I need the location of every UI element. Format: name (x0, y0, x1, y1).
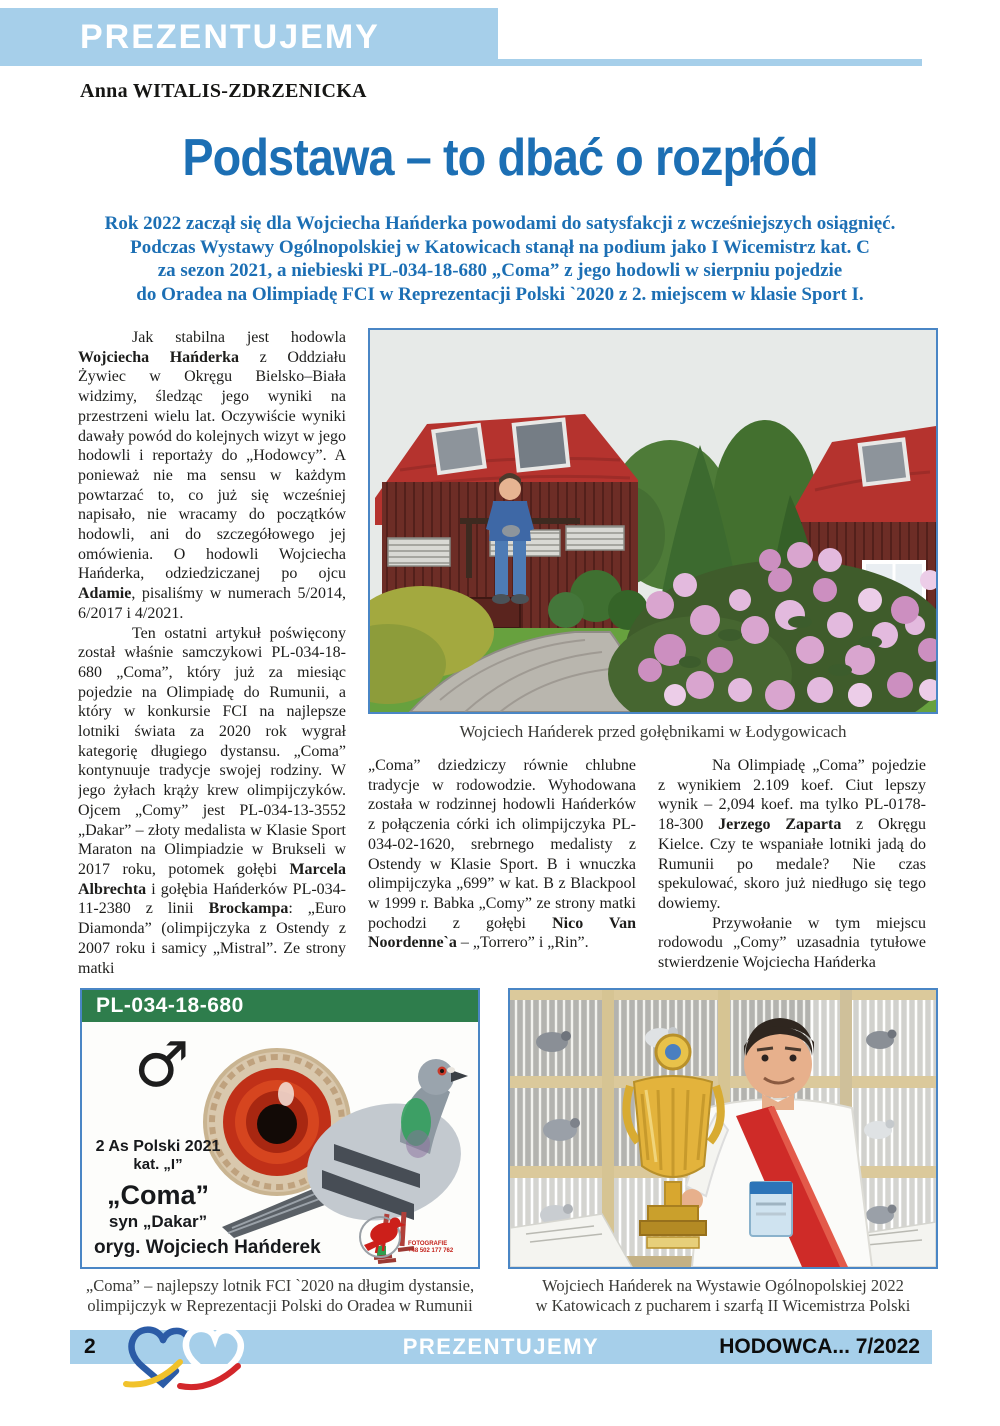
award-text (88, 1138, 228, 1173)
section-label: PREZENTUJEMY (80, 18, 380, 56)
lead-paragraph (50, 212, 950, 306)
card-caption-line2: olimpijczyk w Reprezentacji Polski do Oradea w Rumunii (87, 1296, 473, 1315)
hearts-logo-icon (118, 1322, 268, 1400)
trophy-caption-line1: Wojciech Hańderek na Wystawie Ogólnopolskiej 2022 (542, 1276, 904, 1295)
lead-line: do Oradea na Olimpiadę FCI w Reprezentacji Polski `2020 z 2. miejscem w klasie Sport I. (136, 283, 864, 305)
text: „Coma” dziedziczy równie chlubne tradycje w rodowodzie. Wyhodowana została w rodzinnej hodowli Hańderków z połączenia córki ich olimpijczyka PL-034-02-1620, srebrnego medalisty z Ostendy w Klasie Sport. B i wnuczka olimpijczyka „699” w kat. B z Blackpool w 1999 r. Babka „Comy” ze strony matki pochodzi z gołębi (368, 757, 636, 932)
text: Na Olimpiadę „Coma” pojedzie z wynikiem 2.109 koef. Ciut lepszy wynik – 2,094 koef. ma tylko PL-0178-18-300 (658, 757, 926, 834)
page-number: 2 (84, 1335, 96, 1358)
photographer-credit: FOTOGRAFIE +48 502 177 762 (408, 1241, 454, 1254)
card-caption (55, 1276, 505, 1316)
main-photo-illustration (370, 330, 936, 712)
bold-text: Adamie (78, 585, 132, 603)
text: Ten ostatni artykuł poświęcony został właśnie samczykowi PL-034-18-680 „Coma”, który już za miesiąc pojedzie na Olimpiadę do Rumunii, a który w konkursie FCI na najlepsze lotniki świata za 2020 rok wygrał kategorię długiego dystansu. „Coma” kontynuuje tradycje swojej rodziny. W jego żyłach krąży krew olimpijczyków. Ojcem „Comy” jest PL-034-13-3552 „Dakar” – złoty medalista w Klasie Sport Maraton na Olimpiadzie w Brukseli w 2017 roku, potomek gołębi (78, 624, 346, 878)
text: z Okręgu Kielce. Czy te wspaniałe lotniki jadą do Rumunii po medale? Nie czas spekulować, skoro już niedługo się tego dowiemy. (658, 816, 926, 912)
ring-number-banner: PL-034-18-680 (82, 990, 478, 1022)
text: : „Euro Diamonda” (olimpijczyka z Ostendy z 2007 roku i samicy „Mistral”. Ze strony matki (78, 900, 346, 977)
pigeon-name: „Coma” (106, 1180, 209, 1210)
main-photo-caption: Wojciech Hańderek przed gołębnikami w Łodygowicach (459, 722, 847, 741)
main-photo (368, 328, 938, 714)
paragraph (658, 756, 926, 914)
bold-text: Wojciecha Hańderka (78, 348, 240, 366)
award-line1: 2 As Polski 2021 (95, 1138, 221, 1155)
text: Jak stabilna jest hodowla (132, 329, 346, 346)
lead-line: za sezon 2021, a niebieski PL-034-18-680 „Coma” z jego hodowli w sierpniu pojedzie (157, 260, 843, 281)
pigeon-lineage: syn „Dakar” (108, 1212, 208, 1231)
male-icon: ♂ (134, 1028, 190, 1101)
trophy-photo-illustration (510, 990, 936, 1267)
article-column-middle (368, 756, 636, 984)
trophy-caption-line2: w Katowicach z pucharem i szarfą II Wicemistrza Polski (535, 1296, 911, 1315)
footer-section-label: PREZENTUJEMY (402, 1334, 600, 1359)
pigeon-card (80, 988, 480, 1269)
paragraph (78, 328, 346, 624)
bold-text: Brockampa (208, 900, 289, 918)
card-caption-line1: „Coma” – najlepszy lotnik FCI `2020 na długim dystansie, (85, 1276, 475, 1295)
award-line2: kat. „I” (133, 1156, 183, 1173)
article-column-right (658, 756, 926, 984)
paragraph (368, 756, 636, 953)
section-band (0, 8, 498, 66)
paragraph (78, 624, 346, 979)
paragraph (658, 914, 926, 973)
lead-line: Podczas Wystawy Ogólnopolskiej w Katowicach stanął na podium jako I Wicemistrz kat. C (130, 236, 870, 258)
article-column-left (78, 328, 346, 980)
photographer-pigeon-icon (350, 1211, 408, 1261)
magazine-issue-label: HODOWCA... 7/2022 (719, 1335, 920, 1358)
section-band-rule (498, 59, 922, 66)
trophy-photo (508, 988, 938, 1269)
article-title: Podstawa – to dbać o rozpłód (182, 129, 818, 187)
photographer-logo (350, 1211, 470, 1261)
bold-text: Jerzego Zaparta (718, 816, 842, 834)
pigeon-origin: oryg. Wojciech Hańderek (94, 1237, 321, 1258)
author-byline: Anna WITALIS-ZDRZENICKA (80, 80, 367, 102)
text: , pisaliśmy w numerach 5/2014, 6/2017 i 4/2021. (78, 585, 346, 622)
text: z Oddziału Żywiec w Okręgu Bielsko–Biała widzimy, śledząc jego wyniki na przestrzeni wielu lat. Oczywiście wyniki dawały powód do kolejnych wizyt w jego hodowli i reportaży do „Hodowcy”. A ponieważ nie ma sensu w każdym powtarzać to, co już się wcześniej napisało, nie wracamy do początków hodowli, ani do szczegółowego jej omówienia. O hodowli Wojciecha Hańderka, odziedziczanej po ojcu (78, 348, 346, 583)
trophy-caption (498, 1276, 948, 1316)
bold-text: Nico Van Noordenne`a (368, 914, 636, 952)
text: i gołębia Hańderków PL-034-11-2380 z linii (78, 880, 346, 918)
bold-text: Marcela Albrechta (78, 860, 346, 898)
text: Przywołanie w tym miejscu rodowodu „Comy” uzasadnia tytułowe stwierdzenie Wojciecha Hańderka (658, 914, 926, 972)
lead-line: Rok 2022 zaczął się dla Wojciecha Hańderka powodami do satysfakcji z wcześniejszych osiągnięć. (104, 213, 896, 234)
text: – „Torrero” i „Rin”. (456, 934, 589, 952)
